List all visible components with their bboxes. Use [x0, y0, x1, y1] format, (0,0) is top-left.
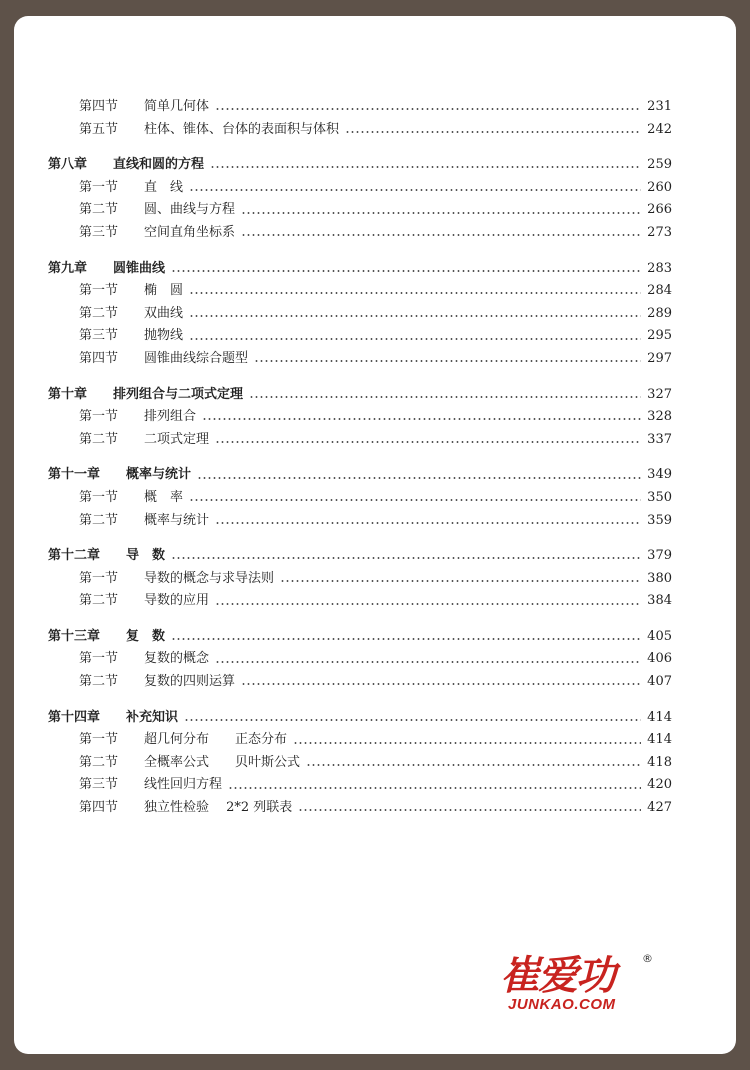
- toc-page-number: 328: [647, 409, 672, 425]
- toc-section-row: [48, 222, 672, 245]
- dot-leader: [293, 742, 641, 744]
- toc-entry-title: 第三节 空间直角坐标系: [79, 224, 236, 240]
- toc-page-number: 379: [647, 548, 672, 564]
- dot-leader: [189, 189, 641, 191]
- toc-chapter-row: [48, 626, 672, 649]
- dot-leader: [189, 292, 641, 294]
- toc-entry-title: 第四节 圆锥曲线综合题型: [79, 350, 249, 366]
- toc-page-number: 327: [647, 386, 672, 402]
- toc-page-number: 337: [647, 431, 672, 447]
- toc-page-number: 406: [647, 651, 672, 667]
- toc-section-row: [48, 510, 672, 533]
- toc-entry-title: 第九章 圆锥曲线: [48, 260, 166, 276]
- dot-leader: [189, 315, 641, 317]
- toc-entry-title: 第二节 双曲线: [79, 305, 184, 321]
- toc-chapter-row: [48, 464, 672, 487]
- toc-section-row: [48, 797, 672, 820]
- dot-leader: [171, 270, 641, 272]
- dot-leader: [306, 764, 641, 766]
- toc-page-number: 231: [647, 99, 672, 114]
- toc-page-number: 359: [647, 512, 672, 528]
- dot-leader: [189, 499, 641, 501]
- toc-section-row: [48, 303, 672, 326]
- toc-page-number: 349: [647, 467, 672, 483]
- logo-url: JUNKAO.COM: [508, 996, 616, 1013]
- dot-leader: [241, 683, 641, 685]
- dot-leader: [241, 234, 641, 236]
- toc-entry-title: 第四节 简单几何体: [79, 99, 210, 114]
- toc-page-number: 414: [647, 709, 672, 725]
- toc-entry-title: 第二节 圆、曲线与方程: [79, 202, 236, 218]
- toc-entry-title: 第二节 二项式定理: [79, 431, 210, 447]
- dot-leader: [215, 441, 641, 443]
- dot-leader: [184, 719, 641, 721]
- toc-page-number: 284: [647, 283, 672, 299]
- dot-leader: [254, 360, 641, 362]
- toc-section-row: [48, 96, 672, 119]
- toc-entry-title: 第八章 直线和圆的方程: [48, 157, 205, 173]
- logo-wordmark: 崔爱功: [500, 953, 614, 999]
- toc-entry-title: 第一节 超几何分布 正态分布: [79, 732, 288, 748]
- dot-leader: [171, 638, 641, 640]
- toc-section-row: [48, 429, 672, 452]
- toc-chapter-row: [48, 154, 672, 177]
- toc-page-number: 283: [647, 260, 672, 276]
- toc-entry-title: 第二节 导数的应用: [79, 593, 210, 609]
- dot-leader: [189, 338, 641, 340]
- dot-leader: [228, 787, 641, 789]
- dot-leader: [215, 661, 641, 663]
- toc-section-row: [48, 280, 672, 303]
- dot-leader: [215, 522, 641, 524]
- toc-page-number: 418: [647, 754, 672, 770]
- toc-entry-title: 第十四章 补充知识: [48, 709, 179, 725]
- toc-page-number: 260: [647, 179, 672, 195]
- toc-section-row: [48, 671, 672, 694]
- toc-entry-title: 第三节 抛物线: [79, 328, 184, 344]
- toc-page-number: 405: [647, 628, 672, 644]
- toc-page-number: 427: [647, 800, 672, 816]
- toc-section-row: [48, 199, 672, 222]
- toc-section-row: [48, 406, 672, 429]
- toc-section-row: [48, 487, 672, 510]
- toc-page-number: 414: [647, 732, 672, 748]
- dot-leader: [215, 603, 641, 605]
- toc-chapter-row: [48, 545, 672, 568]
- toc-entry-title: 第十章 排列组合与二项式定理: [48, 386, 244, 402]
- dot-leader: [280, 580, 641, 582]
- toc-chapter-row: [48, 384, 672, 407]
- toc-entry-title: 第五节 柱体、锥体、台体的表面积与体积: [79, 121, 340, 137]
- table-of-contents: [48, 96, 672, 820]
- toc-page-number: 380: [647, 570, 672, 586]
- dot-leader: [202, 418, 641, 420]
- dot-leader: [215, 108, 641, 110]
- toc-page-number: 289: [647, 305, 672, 321]
- toc-entry-title: 第一节 排列组合: [79, 409, 197, 425]
- toc-page-number: 242: [647, 121, 672, 137]
- toc-page-number: 350: [647, 489, 672, 505]
- toc-entry-title: 第二节 全概率公式 贝叶斯公式: [79, 754, 301, 770]
- toc-page-number: 420: [647, 777, 672, 793]
- toc-section-row: [48, 348, 672, 371]
- dot-leader: [171, 557, 641, 559]
- dot-leader: [241, 212, 641, 214]
- toc-section-row: [48, 648, 672, 671]
- toc-entry-title: 第一节 直 线: [79, 179, 184, 195]
- toc-section-row: [48, 119, 672, 142]
- toc-chapter-row: [48, 707, 672, 730]
- toc-section-row: [48, 774, 672, 797]
- toc-entry-title: 第一节 导数的概念与求导法则: [79, 570, 275, 586]
- toc-page-number: 407: [647, 674, 672, 690]
- toc-section-row: [48, 177, 672, 200]
- toc-page-number: 295: [647, 328, 672, 344]
- toc-entry-title: 第一节 概 率: [79, 489, 184, 505]
- dot-leader: [197, 477, 641, 479]
- toc-entry-title: 第二节 复数的四则运算: [79, 674, 236, 690]
- toc-entry-title: 第十三章 复 数: [48, 628, 166, 644]
- dot-leader: [345, 131, 641, 133]
- toc-page-number: 259: [647, 157, 672, 173]
- toc-chapter-row: [48, 258, 672, 281]
- toc-section-row: [48, 752, 672, 775]
- toc-section-row: [48, 729, 672, 752]
- toc-section-row: [48, 325, 672, 348]
- brand-logo: [500, 954, 670, 1018]
- document-page: [14, 16, 736, 1054]
- toc-page-number: 384: [647, 593, 672, 609]
- toc-entry-title: 第三节 线性回归方程: [79, 777, 223, 793]
- dot-leader: [249, 396, 641, 398]
- toc-page-number: 266: [647, 202, 672, 218]
- toc-entry-title: 第二节 概率与统计: [79, 512, 210, 528]
- toc-page-number: 297: [647, 350, 672, 366]
- toc-entry-title: 第一节 复数的概念: [79, 651, 210, 667]
- toc-entry-title: 第一节 椭 圆: [79, 283, 184, 299]
- toc-section-row: [48, 590, 672, 613]
- toc-page-number: 273: [647, 224, 672, 240]
- toc-entry-title: 第十一章 概率与统计: [48, 467, 192, 483]
- dot-leader: [298, 809, 641, 811]
- registered-mark: ®: [642, 952, 653, 965]
- toc-entry-title: 第四节 独立性检验 2*2 列联表: [79, 800, 293, 816]
- toc-entry-title: 第十二章 导 数: [48, 548, 166, 564]
- dot-leader: [210, 166, 641, 168]
- toc-section-row: [48, 568, 672, 591]
